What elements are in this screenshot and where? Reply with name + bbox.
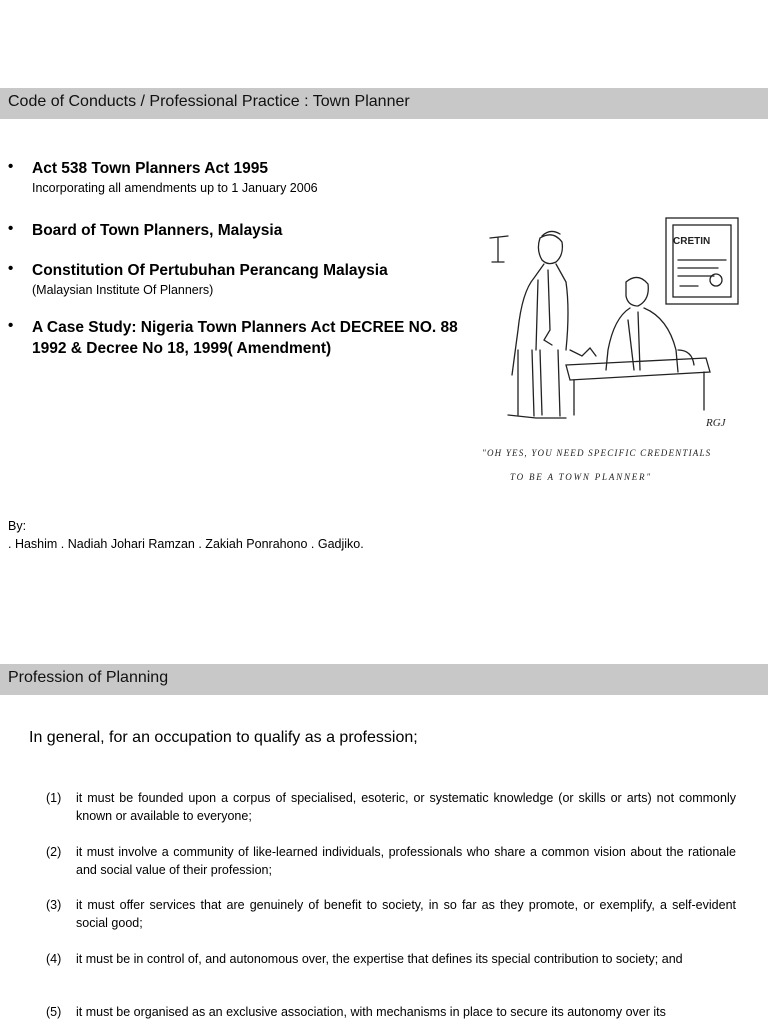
slide1-bullet-list	[8, 156, 468, 359]
cartoon-illustration	[478, 200, 746, 495]
by-label: By:	[8, 519, 27, 533]
slide2-title: Profession of Planning	[8, 669, 169, 686]
bullet-heading: Board of Town Planners, Malaysia	[32, 222, 283, 239]
criteria-number: (5)	[46, 1005, 62, 1019]
slide1-title: Code of Conducts / Professional Practice : Town Planner	[8, 93, 410, 110]
cartoon-caption-line2: TO BE A TOWN PLANNER"	[510, 472, 652, 482]
seated-man-head	[626, 277, 648, 306]
bullet-item	[8, 220, 468, 241]
slide1-title-bar	[0, 88, 768, 119]
bullet-heading: A Case Study: Nigeria Town Planners Act DECREE NO. 88 1992 & Decree No 18, 1999( Amendment)	[32, 319, 458, 357]
criteria-item	[46, 843, 736, 879]
standing-man-head	[538, 235, 562, 264]
criteria-text: it must be founded upon a corpus of specialised, esoteric, or systematic knowledge (or skills or arts) not commonly known or available to everyone;	[76, 791, 736, 823]
criteria-item	[46, 1003, 736, 1021]
bullet-marker: •	[8, 317, 14, 334]
bullet-subtext: (Malaysian Institute Of Planners)	[32, 283, 214, 297]
bullet-marker: •	[8, 260, 14, 277]
criteria-number: (1)	[46, 791, 62, 805]
bullet-item	[8, 158, 468, 197]
slide2-intro: In general, for an occupation to qualify as a profession;	[29, 729, 418, 746]
criteria-text: it must involve a community of like-learned individuals, professionals who share a common vision about the rationale and social value of their profession;	[76, 845, 736, 877]
criteria-text: it must offer services that are genuinely of benefit to society, in so far as they promote, or exemplify, a self-evident social good;	[76, 898, 736, 930]
certificate-frame	[666, 218, 738, 304]
criteria-text: it must be in control of, and autonomous over, the expertise that defines its special contribution to society; and	[76, 952, 683, 966]
criteria-item	[46, 950, 736, 968]
bullet-item	[8, 260, 468, 299]
criteria-number: (3)	[46, 898, 62, 912]
bullet-item	[8, 317, 468, 359]
hand-icon	[570, 348, 596, 356]
author-list: . Hashim . Nadiah Johari Ramzan . Zakiah Ponrahono . Gadjiko.	[8, 537, 364, 551]
cartoon-caption-line1: "OH YES, YOU NEED SPECIFIC CREDENTIALS	[482, 448, 712, 458]
criteria-item	[46, 896, 736, 932]
cartoon-signature: RGJ	[706, 417, 726, 429]
criteria-number: (4)	[46, 952, 62, 966]
desk	[566, 358, 710, 380]
bullet-heading: Act 538 Town Planners Act 1995	[32, 160, 269, 177]
criteria-number: (2)	[46, 845, 62, 859]
author-block	[8, 517, 364, 553]
criteria-text: it must be organised as an exclusive association, with mechanisms in place to secure its autonomy over its	[76, 1005, 666, 1019]
certificate-text: CRETIN	[673, 236, 711, 247]
bullet-heading: Constitution Of Pertubuhan Perancang Malaysia	[32, 262, 388, 279]
wall-hook-icon	[490, 236, 508, 262]
bullet-subtext: Incorporating all amendments up to 1 January 2006	[32, 181, 318, 195]
slide2-title-bar	[0, 664, 768, 695]
bullet-marker: •	[8, 158, 14, 175]
criteria-item	[46, 789, 736, 825]
bullet-marker: •	[8, 220, 14, 237]
